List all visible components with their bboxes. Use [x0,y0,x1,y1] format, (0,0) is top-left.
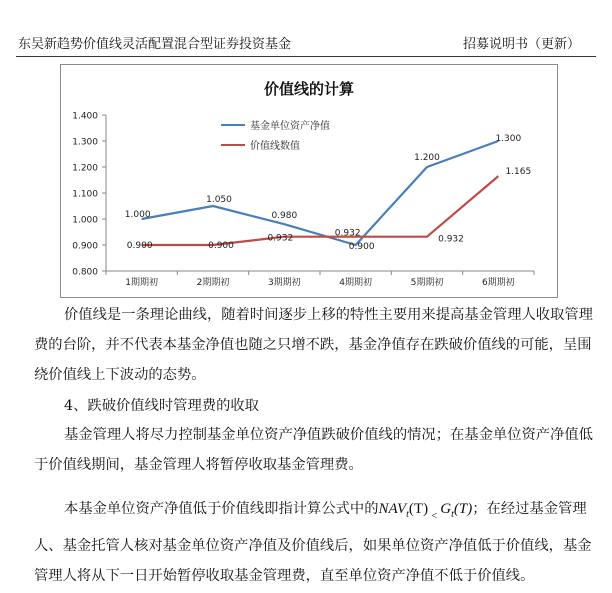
y-tick-label: 1.200 [72,163,98,174]
data-label-nav: 1.000 [124,210,151,220]
header-title: 东吴新趋势价值线灵活配置混合型证券投资基金 [18,37,292,52]
paragraph-fee-suspension: 基金管理人将尽力控制基金单位资产净值跌破价值线的情况；在基金单位资产净值低于价值线期间，基金管理人将暂停收取基金管理费。 [34,427,593,473]
formula-g: G [440,501,452,517]
header-doc-type: 招募说明书（更新） [462,37,580,52]
y-tick-label: 0.800 [72,267,98,278]
data-label-nav: 0.980 [271,211,298,222]
legend-label-value-line: 价值线数值 [250,141,300,152]
data-label-value-line: 0.932 [334,228,361,239]
paragraph-formula-tail: ；在经过基金管理人、基金托管人核对基金单位资产净值及价值线后，如果单位资产净值低于价值线，基金管理人将从下一日开始暂停收取基金管理费，直至单位资产净值不低于价值线。 [34,501,592,584]
data-label-value-line: 0.932 [267,233,294,244]
chart-title: 价值线的计算 [263,80,355,98]
series-line-nav [142,141,499,245]
x-tick-label: 2期期初 [196,278,230,288]
data-label-nav: 0.900 [348,242,375,252]
formula-nav-sub: t [406,509,409,520]
section-heading-fee-collection: 4、跌破价值线时管理费的收取 [64,398,259,414]
formula-nav: NAV [378,501,407,517]
formula [378,501,473,522]
data-label-nav: 1.300 [495,134,522,144]
paragraph-formula-condition [34,494,594,591]
x-tick-label: 5期期初 [410,278,444,288]
x-tick-label: 1期期初 [125,278,159,288]
header-rule [16,56,596,57]
data-label-nav: 1.050 [206,195,232,205]
paragraph-value-line-explanation: 价值线是一条理论曲线，随着时间逐步上移的特性主要用来提高基金管理人收取管理费的台阶，并不代表本基金净值也随之只增不跌，基金净值存在跌破价值线的可能，呈围绕价值线上下波动的态势。 [34,307,593,383]
formula-less-than: < [431,510,438,522]
y-tick-label: 1.300 [72,137,98,148]
formula-nav-arg: (T) [408,501,429,517]
x-tick-label: 6期期初 [481,278,515,288]
value-line-chart [60,64,558,298]
formula-g-arg: (T) [453,501,473,517]
legend [221,119,330,152]
paragraph-formula-lead: 本基金单位资产净值低于价值线即指计算公式中的 [64,501,379,517]
y-tick-label: 1.100 [72,189,98,200]
y-tick-label: 0.900 [72,241,98,252]
chart-svg [61,65,557,297]
data-label-value-line: 0.932 [438,234,464,245]
y-tick-label: 1.000 [72,215,98,226]
y-tick-label: 1.400 [72,111,98,122]
data-label-nav: 1.200 [414,153,440,163]
x-tick-label: 4期期初 [339,278,373,288]
legend-label-nav: 基金单位资产净值 [250,121,330,132]
data-label-value-line: 0.900 [126,241,153,251]
data-label-value-line: 0.900 [208,241,234,251]
x-tick-label: 3期期初 [267,278,301,288]
formula-g-sub: t [451,509,454,520]
data-label-value-line: 1.165 [505,167,532,178]
